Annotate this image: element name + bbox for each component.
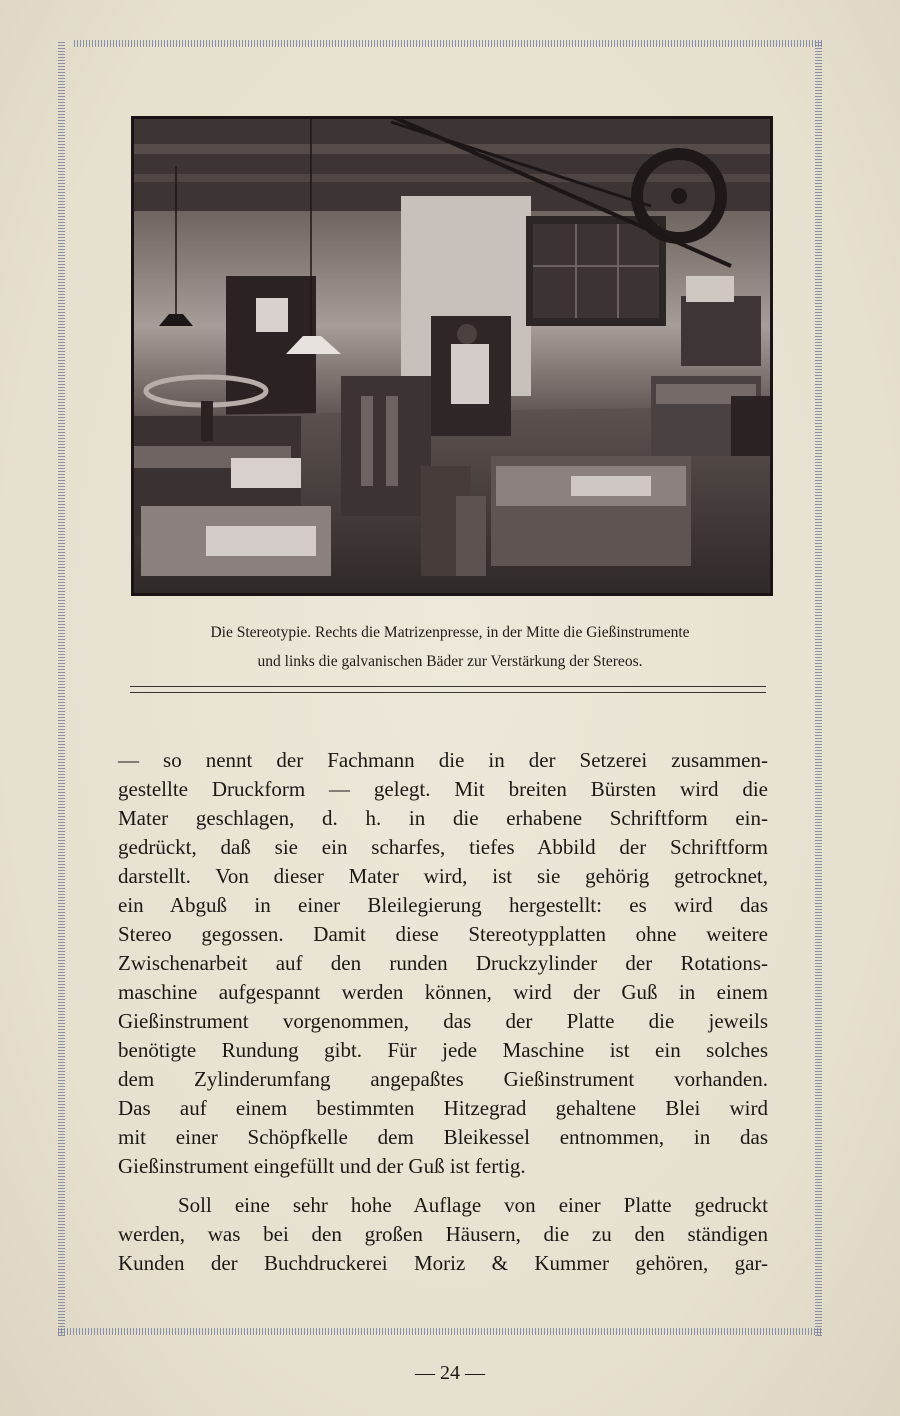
text-line: Stereo gegossen. Damit diese Stereotypplatten ohne weitere — [118, 922, 768, 946]
text-line: Kunden der Buchdruckerei Moriz & Kummer gehören, gar- — [118, 1251, 768, 1275]
caption-line-2: und links die galvanischen Bäder zur Verstärkung der Stereos. — [257, 653, 643, 670]
text-line: gestellte Druckform — gelegt. Mit breiten Bürsten wird die — [118, 777, 768, 801]
double-rule-divider — [130, 686, 766, 693]
caption-line-1: Die Stereotypie. Rechts die Matrizenpresse, in der Mitte die Gießinstrumente — [210, 624, 690, 641]
text-line: benötigte Rundung gibt. Für jede Maschine ist ein solches — [118, 1038, 768, 1062]
photo-caption — [110, 618, 790, 676]
text-line: werden, was bei den großen Häusern, die zu den ständigen — [118, 1222, 768, 1246]
text-line: — so nennt der Fachmann die in der Setzerei zusammen- — [118, 748, 768, 772]
text-line: Zwischenarbeit auf den runden Druckzylinder der Rotations- — [118, 951, 768, 975]
text-line: maschine aufgespannt werden können, wird der Guß in einem — [118, 980, 768, 1004]
paragraph-gap — [118, 1181, 768, 1191]
frame-bottom-border — [58, 1328, 822, 1335]
text-line: mit einer Schöpfkelle dem Bleikessel entnommen, in das — [118, 1125, 768, 1149]
body-text — [118, 746, 768, 1278]
page-number: — 24 — — [415, 1362, 485, 1384]
text-line: Gießinstrument vorgenommen, das der Platte die jeweils — [118, 1009, 768, 1033]
frame-right-border — [815, 40, 822, 1336]
stereotype-workshop-photo — [131, 116, 773, 596]
text-line: darstellt. Von dieser Mater wird, ist sie gehörig getrocknet, — [118, 864, 768, 888]
text-line: Das auf einem bestimmten Hitzegrad gehaltene Blei wird — [118, 1096, 768, 1120]
text-line: Soll eine sehr hohe Auflage von einer Platte gedruckt — [178, 1193, 768, 1217]
text-line: Mater geschlagen, d. h. in die erhabene Schriftform ein- — [118, 806, 768, 830]
text-line: Gießinstrument eingefüllt und der Guß ist fertig. — [118, 1154, 526, 1178]
text-line: dem Zylinderumfang angepaßtes Gießinstrument vorhanden. — [118, 1067, 768, 1091]
text-line: ein Abguß in einer Bleilegierung hergestellt: es wird das — [118, 893, 768, 917]
frame-top-border — [74, 40, 824, 47]
frame-left-border — [58, 40, 65, 1336]
text-line: gedrückt, daß sie ein scharfes, tiefes Abbild der Schriftform — [118, 835, 768, 859]
